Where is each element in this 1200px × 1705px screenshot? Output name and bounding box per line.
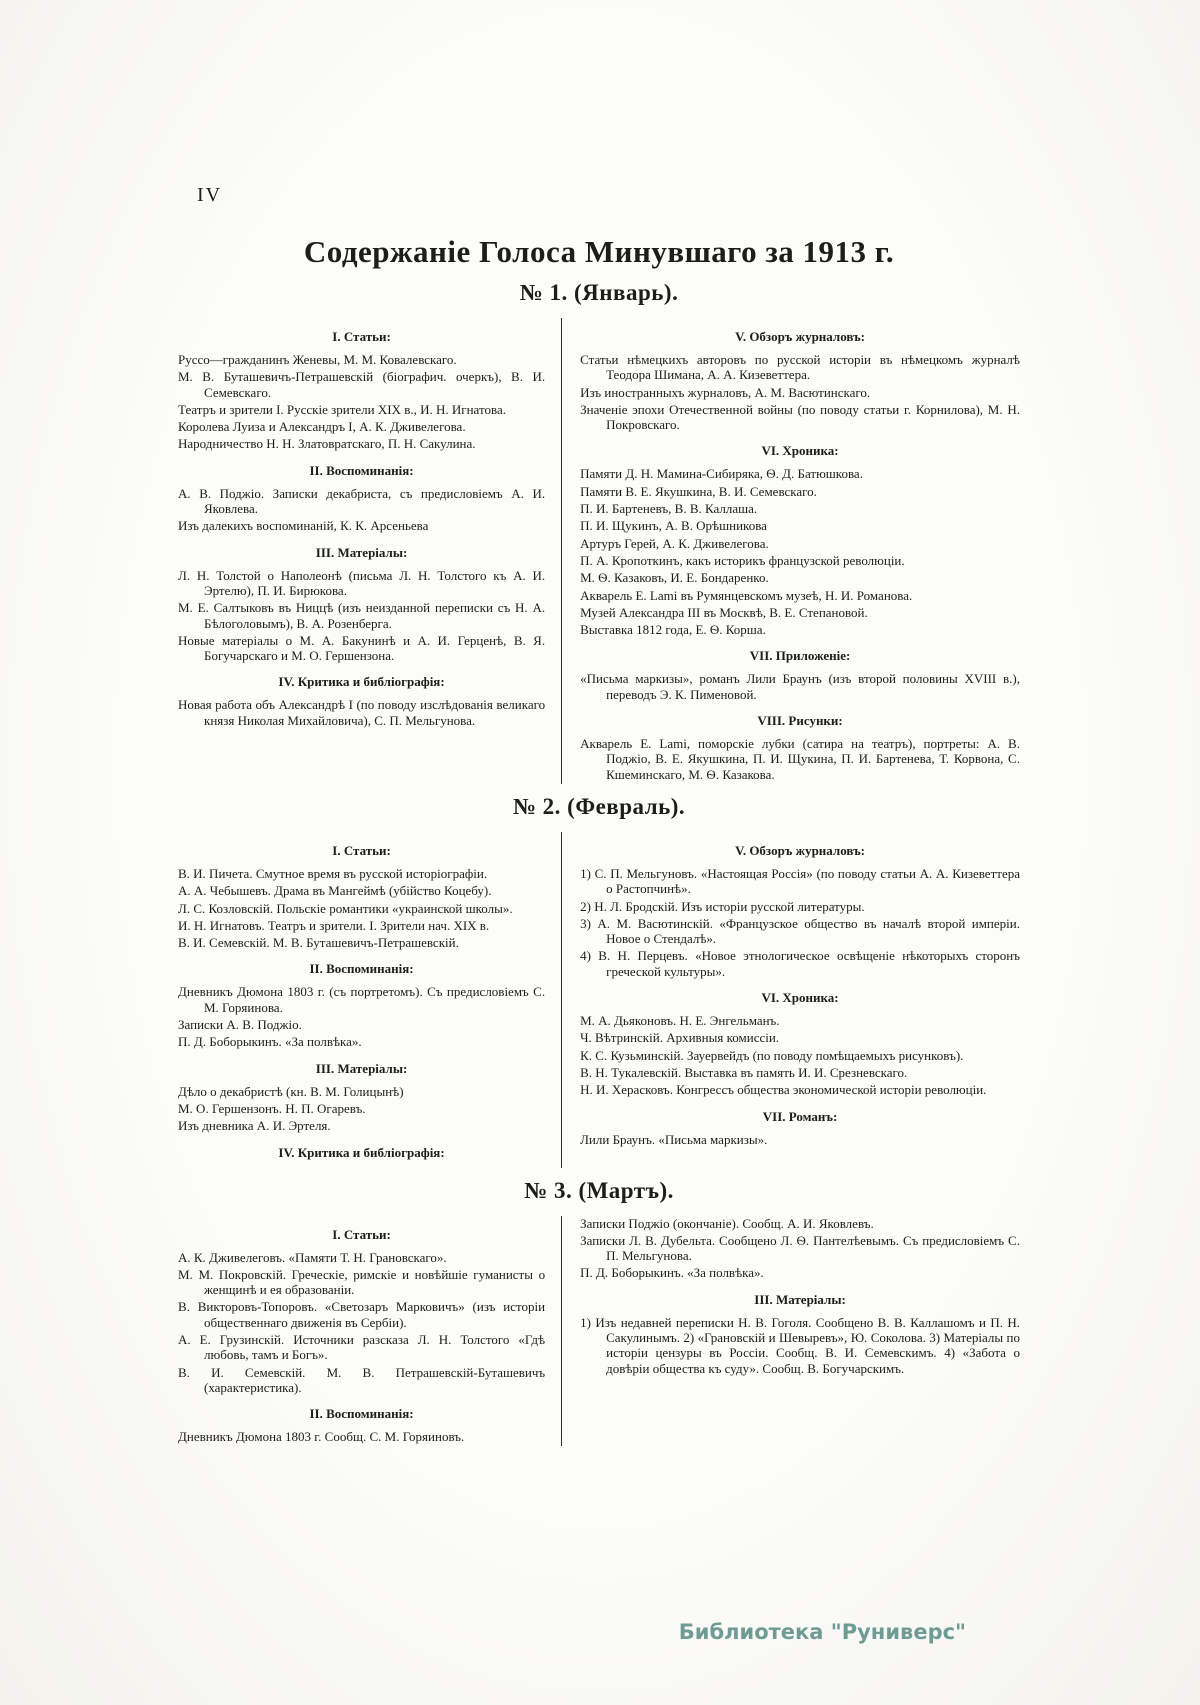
toc-entry: 3) А. М. Васютинскій. «Французское общество въ началѣ второй имперіи. Новое о Стендалѣ». xyxy=(580,915,1020,947)
toc-entry: Записки А. В. Поджіо. xyxy=(178,1017,302,1033)
section-heading: II. Воспоминанія: xyxy=(309,462,414,478)
toc-entry: А. А. Чебышевъ. Драма въ Мангеймѣ (убійство Коцебу). xyxy=(178,883,492,899)
toc-entry: М. А. Дьяконовъ. Н. Е. Энгельманъ. xyxy=(580,1013,780,1029)
page-title: Содержаніе Голоса Минувшаго за 1913 г. xyxy=(303,234,895,269)
issue-heading: № 3. (Мартъ). xyxy=(524,1177,674,1203)
toc-entry: П. А. Кропоткинъ, какъ историкъ французской революціи. xyxy=(580,552,905,568)
left-column xyxy=(178,832,561,1168)
content xyxy=(178,234,1020,1446)
toc-entry: Дѣло о декабристѣ (кн. В. М. Голицынѣ) xyxy=(178,1083,404,1099)
toc-entry: М. В. Буташевичъ-Петрашевскій (біографич. очеркъ), В. И. Семевскаго. xyxy=(178,369,546,400)
toc-entry: А. К. Дживелеговъ. «Памяти Т. Н. Грановскаго». xyxy=(178,1249,447,1265)
toc-entry: Артуръ Герей, А. К. Дживелегова. xyxy=(580,535,769,551)
toc-entry: К. С. Кузьминскій. Зауервейдъ (по поводу помѣщаемыхъ рисунковъ). xyxy=(580,1047,964,1063)
toc-entry: Изъ дневника А. И. Эртеля. xyxy=(178,1118,331,1134)
toc-entry: Изъ иностранныхъ журналовъ, А. М. Васютинскаго. xyxy=(580,384,871,400)
section-heading: VIII. Рисунки: xyxy=(757,713,843,729)
toc-entry: Театръ и зрители I. Русскіе зрители XIX в., И. Н. Игнатова. xyxy=(178,401,506,417)
toc-entry: Памяти В. Е. Якушкина, В. И. Семевскаго. xyxy=(580,483,817,499)
section-heading: I. Статьи: xyxy=(332,842,391,858)
toc-entry: Дневникъ Дюмона 1803 г. (съ портретомъ). Съ предисловіемъ С. М. Горяинова. xyxy=(178,984,546,1015)
toc-entry: Руссо—гражданинъ Женевы, М. М. Ковалевскаго. xyxy=(178,352,457,367)
toc-entry: А. В. Поджіо. Записки декабриста, съ предисловіемъ А. И. Яковлева. xyxy=(178,485,546,517)
toc-entry: 1) С. П. Мельгуновъ. «Настоящая Россія» (по поводу статьи А. А. Кизеветтера о Растопчинѣ». xyxy=(580,865,1020,897)
issue-heading: № 2. (Февраль). xyxy=(512,793,686,819)
section-heading: III. Матеріалы: xyxy=(754,1291,846,1307)
toc-entry: В. И. Семевскій. М. В. Петрашевскій-Буташевичъ (характеристика). xyxy=(178,1364,546,1395)
section-heading: III. Матеріалы: xyxy=(315,1060,408,1076)
section-heading: IV. Критика и библіографія: xyxy=(278,674,445,690)
toc-entry: В. И. Семевскій. М. В. Буташевичъ-Петрашевскій. xyxy=(178,935,459,951)
section-heading: I. Статьи: xyxy=(332,1226,391,1242)
toc-entry: Музей Александра III въ Москвѣ, В. Е. Степановой. xyxy=(580,604,868,620)
toc-entry: М. Е. Салтыковъ въ Ниццѣ (изъ неизданной переписки съ Н. А. Бѣлоголовымъ), В. А. Розенберга. xyxy=(178,600,546,631)
issue-heading: № 1. (Январь). xyxy=(519,280,679,305)
page-number: IV xyxy=(197,184,223,206)
section-heading: VII. Романъ: xyxy=(762,1108,838,1124)
left-column xyxy=(178,318,561,784)
toc-entry: М. О. Гершензонъ. Н. П. Огаревъ. xyxy=(178,1100,366,1116)
toc-entry: Народничество Н. Н. Златовратскаго, П. Н. Сакулина. xyxy=(178,436,476,452)
toc-entry: В. Викторовъ-Топоровъ. «Светозаръ Марковичъ» (изъ исторіи общественнаго движенія въ Сербіи). xyxy=(178,1299,546,1330)
section-heading: VI. Хроника: xyxy=(761,990,839,1006)
toc-entry: Акварель E. Lami въ Румянцевскомъ музеѣ, Н. И. Романова. xyxy=(580,587,913,603)
toc-entry: А. Е. Грузинскій. Источники разсказа Л. Н. Толстого «Гдѣ любовь, тамъ и Богъ». xyxy=(178,1331,546,1363)
toc-entry: 1) Изъ недавней переписки Н. В. Гоголя. Сообщено В. В. Каллашомъ и П. Н. Сакулинымъ. 2) «Грановскій и Шевыревъ», Ю. Соколова. 3) Матеріалы по исторіи цензуры въ Россіи. Сообщ. В. И. Семевскимъ. 4) «Забота о довѣріи общества къ суду». Сообщ. В. Богучарскимъ. xyxy=(580,1314,1020,1376)
toc-entry: Памяти Д. Н. Мамина-Сибиряка, Ѳ. Д. Батюшкова. xyxy=(580,466,863,482)
toc-entry: Выставка 1812 года, Е. Ѳ. Корша. xyxy=(580,622,766,638)
section-heading: V. Обзоръ журналовъ: xyxy=(735,329,865,344)
toc-entry: Новые матеріалы о М. А. Бакунинѣ и А. И. Герценѣ, В. Я. Богучарскаго и М. О. Гершензона. xyxy=(178,632,546,664)
toc-entry: Записки Л. В. Дубельта. Сообщено Л. Ѳ. Пантелѣевымъ. Съ предисловіемъ С. П. Мельгунова. xyxy=(580,1232,1020,1264)
right-column xyxy=(561,1216,1020,1447)
toc-entry: П. И. Щукинъ, А. В. Орѣшникова xyxy=(580,518,767,534)
section-heading: I. Статьи: xyxy=(332,329,391,344)
toc-entry: Значеніе эпохи Отечественной войны (по поводу статьи г. Корнилова), М. Н. Покровскаго. xyxy=(580,401,1020,433)
toc-entry: Записки Поджіо (окончаніе). Сообщ. А. И. Яковлевъ. xyxy=(580,1215,874,1231)
toc-entry: Акварель E. Lami, поморскіе лубки (сатира на театръ), портреты: А. В. Поджіо, В. Е. Якушкина, П. И. Щукина, П. И. Бартенева, Т. Корвона, С. Кшеминскаго, М. Ѳ. Казакова. xyxy=(580,736,1020,782)
toc-entry: Л. Н. Толстой о Наполеонѣ (письма Л. Н. Толстого къ А. И. Эртелю), П. И. Бирюкова. xyxy=(178,567,546,598)
section-heading: II. Воспоминанія: xyxy=(309,1406,414,1422)
section-heading: III. Матеріалы: xyxy=(315,544,408,560)
section-heading: II. Воспоминанія: xyxy=(309,961,414,977)
section-heading: VI. Хроника: xyxy=(761,443,839,459)
right-column xyxy=(561,318,1020,784)
section-heading: V. Обзоръ журналовъ: xyxy=(735,842,865,858)
toc-entry: Н. И. Херасковъ. Конгрессъ общества экономической исторіи революціи. xyxy=(580,1082,987,1098)
toc-entry: М. М. Покровскій. Греческіе, римскіе и новѣйшіе гуманисты о женщинѣ и ея образованіи. xyxy=(178,1266,546,1298)
toc-entry: Дневникъ Дюмона 1803 г. Сообщ. С. М. Горяиновъ. xyxy=(178,1429,465,1445)
toc-entry: В. И. Пичета. Смутное время въ русской исторіографіи. xyxy=(178,865,488,881)
toc-entry: П. Д. Боборыкинъ. «За полвѣка». xyxy=(580,1265,764,1281)
issues xyxy=(178,280,1020,1446)
issue-columns xyxy=(178,832,1020,1168)
toc-entry: Ч. Вѣтринскій. Архивныя комиссіи. xyxy=(580,1030,780,1046)
toc-entry: Королева Луиза и Александръ I, А. К. Дживелегова. xyxy=(178,419,466,435)
issue-columns xyxy=(178,318,1020,784)
toc-entry: В. Н. Тукалевскій. Выставка въ память И. И. Срезневскаго. xyxy=(580,1064,908,1080)
toc-entry: «Письма маркизы», романъ Лили Браунъ (изъ второй половины XVIII в.), переводъ Э. К. Пименовой. xyxy=(580,671,1020,702)
watermark: Библиотека "Руниверс" xyxy=(678,1620,966,1644)
toc-entry: Лили Браунъ. «Письма маркизы». xyxy=(580,1131,768,1147)
issue-block xyxy=(178,794,1020,1168)
left-column xyxy=(178,1216,561,1447)
section-heading: VII. Приложеніе: xyxy=(749,648,851,664)
toc-entry: П. И. Бартеневъ, В. В. Каллаша. xyxy=(580,501,758,517)
toc-entry: П. Д. Боборыкинъ. «За полвѣка». xyxy=(178,1034,362,1050)
toc-entry: Статьи нѣмецкихъ авторовъ по русской исторіи въ нѣмецкомъ журналѣ Теодора Шимана, А. А. Кизеветтера. xyxy=(580,352,1020,383)
toc-entry: И. Н. Игнатовъ. Театръ и зрители. I. Зрители нач. XIX в. xyxy=(178,917,490,933)
toc-entry: Л. С. Козловскій. Польскіе романтики «украинской школы». xyxy=(178,900,513,916)
toc-entry: 4) В. Н. Перцевъ. «Новое этнологическое освѣщеніе нѣкоторыхъ сторонъ греческой культуры». xyxy=(580,948,1020,979)
toc-entry: 2) Н. Л. Бродскій. Изъ исторіи русской литературы. xyxy=(580,898,865,914)
toc-entry: Изъ далекихъ воспоминаній, К. К. Арсеньева xyxy=(178,518,429,534)
right-column xyxy=(561,832,1020,1168)
issue-block xyxy=(178,1178,1020,1447)
issue-block xyxy=(178,280,1020,784)
toc-entry: М. Ѳ. Казаковъ, И. Е. Бондаренко. xyxy=(580,570,769,586)
issue-columns xyxy=(178,1216,1020,1447)
section-heading: IV. Критика и библіографія: xyxy=(278,1144,445,1160)
toc-entry: Новая работа объ Александрѣ I (по поводу изслѣдованія великаго князя Николая Михайловича), С. П. Мельгунова. xyxy=(178,697,546,728)
